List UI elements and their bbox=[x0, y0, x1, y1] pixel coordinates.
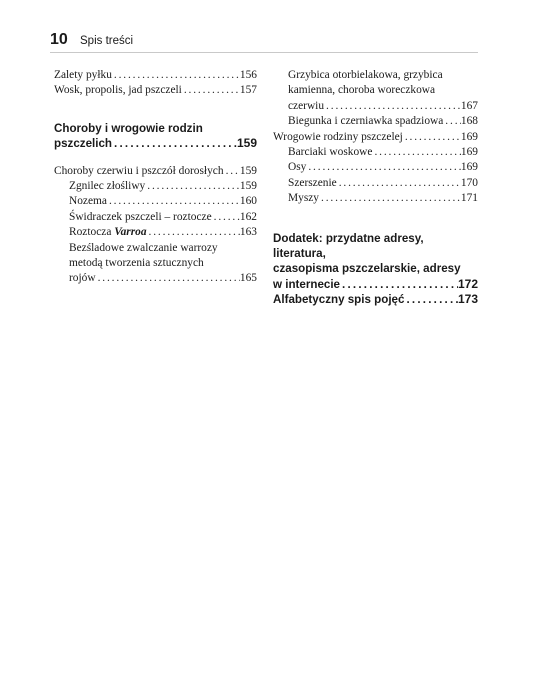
toc-leader bbox=[403, 130, 461, 145]
toc-leader bbox=[96, 271, 240, 286]
toc-entry-title-line: rojów bbox=[69, 272, 96, 285]
toc-entry-last-line bbox=[273, 99, 478, 114]
toc-entry-title-line: Grzybica otorbielakowa, grzybica bbox=[288, 69, 443, 81]
toc-entry-page: 168 bbox=[460, 115, 478, 128]
toc-entry-title: Wrogowie rodziny pszczelej bbox=[273, 130, 403, 143]
toc-entry-title-line: czerwiu bbox=[288, 99, 325, 112]
toc-right-column bbox=[273, 68, 478, 308]
toc-chapter[interactable] bbox=[54, 121, 257, 152]
toc-leader bbox=[182, 83, 240, 98]
page-header bbox=[50, 30, 478, 53]
toc-entry-page: 157 bbox=[239, 84, 257, 97]
toc-entry[interactable] bbox=[273, 130, 478, 145]
toc-chapter-last-line bbox=[54, 136, 257, 151]
toc-left-column bbox=[54, 68, 257, 287]
toc-entry-title-line: kamienna, choroba woreczkowa bbox=[288, 84, 436, 97]
toc-entry-page: 169 bbox=[460, 161, 478, 174]
toc-chapter-page: 159 bbox=[236, 136, 257, 151]
toc-entry[interactable] bbox=[54, 164, 257, 179]
toc-entry-title: Biegunka i czerniawka spadziowa bbox=[288, 115, 444, 128]
page-number: 10 bbox=[50, 31, 68, 48]
toc-entry-title: Barciaki woskowe bbox=[288, 146, 373, 159]
toc-entry-title-italic: Varroa bbox=[114, 226, 147, 239]
toc-leader bbox=[224, 164, 240, 179]
toc-leader bbox=[443, 114, 461, 129]
toc-entry-title: Osy bbox=[288, 161, 307, 174]
toc-subentry[interactable] bbox=[54, 241, 257, 287]
toc-chapter-page: 172 bbox=[457, 276, 478, 291]
toc-entry-title: Szerszenie bbox=[288, 176, 337, 189]
toc-chapter-title: Alfabetyczny spis pojęć bbox=[273, 293, 405, 307]
toc-entry-page: 159 bbox=[239, 180, 257, 193]
toc-chapter-title-line: pszczelich bbox=[54, 137, 112, 151]
toc-chapter-title-line: czasopisma pszczelarskie, adresy bbox=[273, 262, 461, 276]
toc-entry-last-line bbox=[54, 271, 257, 286]
toc-leader bbox=[147, 225, 240, 240]
toc-entry-title-line: Bezśladowe zwalczanie warrozy bbox=[69, 241, 218, 254]
spacer bbox=[273, 207, 478, 231]
toc-subentry[interactable] bbox=[273, 114, 478, 129]
toc-entry-title: Zgnilec złośliwy bbox=[69, 180, 146, 193]
toc-leader bbox=[372, 145, 460, 160]
toc-chapter-title-line: w internecie bbox=[273, 277, 341, 291]
toc-subentry[interactable] bbox=[273, 145, 478, 160]
toc-chapter-last-line bbox=[273, 277, 478, 292]
toc-entry-page: 159 bbox=[239, 164, 257, 177]
toc-leader bbox=[404, 292, 458, 307]
toc-entry-page: 167 bbox=[460, 99, 478, 112]
toc-entry-page: 165 bbox=[239, 272, 257, 285]
toc-entry-title-prefix: Roztocza bbox=[69, 226, 115, 239]
toc-chapter-line bbox=[273, 292, 478, 307]
spacer bbox=[54, 99, 257, 121]
toc-leader bbox=[306, 160, 461, 175]
toc-entry-page: 163 bbox=[239, 226, 257, 239]
spacer bbox=[54, 152, 257, 164]
toc-subentry[interactable] bbox=[54, 179, 257, 194]
toc-entry[interactable] bbox=[54, 68, 257, 83]
toc-chapter[interactable] bbox=[273, 292, 478, 307]
toc-chapter-page: 173 bbox=[457, 292, 478, 307]
toc-subentry[interactable] bbox=[54, 194, 257, 209]
toc-entry-title: Myszy bbox=[288, 192, 320, 205]
toc-chapter[interactable] bbox=[273, 231, 478, 293]
toc-entry-page: 160 bbox=[239, 195, 257, 208]
toc-subentry[interactable] bbox=[54, 210, 257, 225]
toc-subentry[interactable] bbox=[273, 160, 478, 175]
toc-leader bbox=[340, 277, 458, 292]
toc-entry-title bbox=[69, 225, 147, 240]
toc-entry-page: 169 bbox=[460, 130, 478, 143]
toc-entry-title: Nozema bbox=[69, 195, 107, 208]
toc-leader bbox=[145, 179, 240, 194]
toc-entry-title: Zalety pyłku bbox=[54, 69, 112, 81]
toc-leader bbox=[337, 176, 461, 191]
toc-entry-page: 156 bbox=[239, 69, 257, 81]
toc-leader bbox=[324, 99, 461, 114]
toc-entry-title: Wosk, propolis, jad pszczeli bbox=[54, 84, 182, 97]
toc-entry-page: 170 bbox=[460, 176, 478, 189]
toc-leader bbox=[107, 194, 240, 209]
toc-leader bbox=[112, 136, 237, 151]
toc-entry-title: Świdraczek pszczeli – roztocze bbox=[69, 210, 212, 223]
toc-subentry[interactable] bbox=[273, 176, 478, 191]
toc-subentry[interactable] bbox=[273, 191, 478, 206]
toc-chapter-title-line: Dodatek: przydatne adresy, literatura, bbox=[273, 231, 424, 261]
toc-entry-page: 162 bbox=[239, 210, 257, 223]
section-title: Spis treści bbox=[80, 35, 134, 47]
toc-entry[interactable] bbox=[54, 83, 257, 98]
toc-entry-page: 171 bbox=[460, 192, 478, 205]
toc-leader bbox=[319, 191, 461, 206]
toc-leader bbox=[212, 210, 240, 225]
toc-entry-title-line: metodą tworzenia sztucznych bbox=[69, 257, 204, 270]
toc-entry-title: Choroby czerwiu i pszczół dorosłych bbox=[54, 164, 224, 177]
toc-chapter-title-line: Choroby i wrogowie rodzin bbox=[54, 121, 203, 135]
toc-subentry[interactable] bbox=[54, 225, 257, 240]
toc-entry-page: 169 bbox=[460, 146, 478, 159]
toc-subentry[interactable] bbox=[273, 68, 478, 114]
toc-leader bbox=[112, 68, 240, 83]
